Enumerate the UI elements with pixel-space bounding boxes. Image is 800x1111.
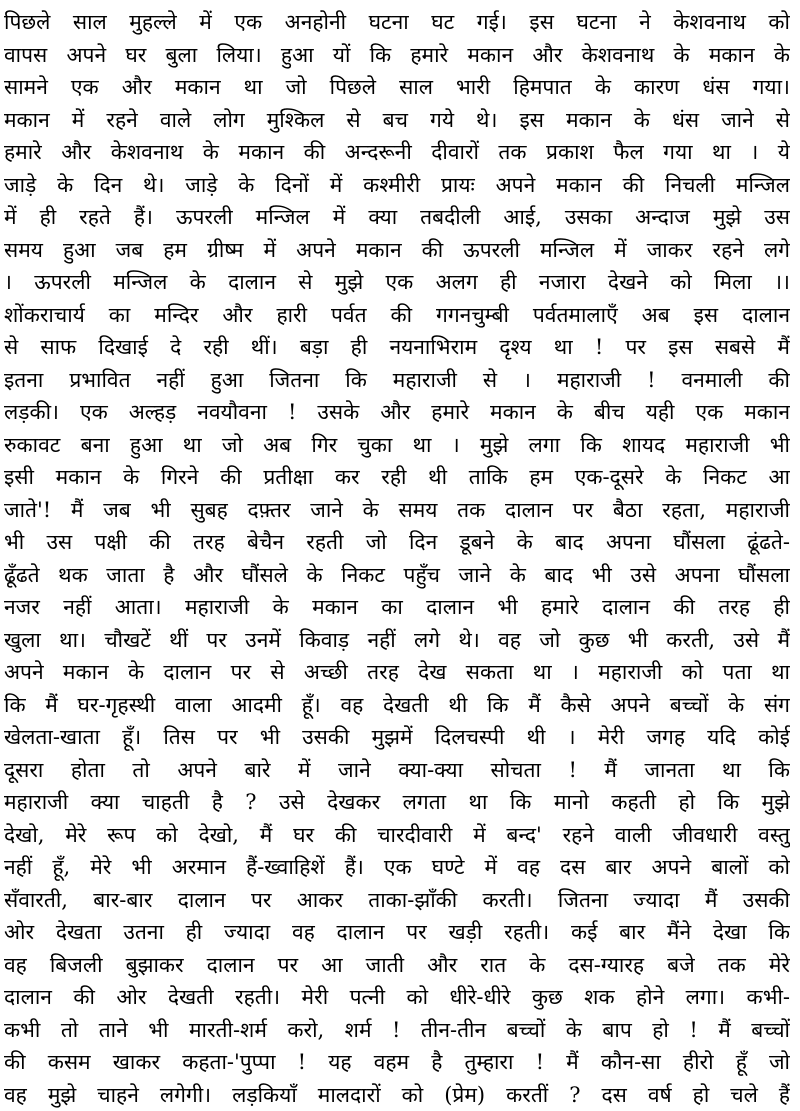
text-line-18: ढूँढते थक जाता है और घौंसले के निकट पहुँच जाने के बाद भी उसे अपना घौंसला: [4, 559, 790, 592]
text-line-5: हमारे और केशवनाथ के मकान की अन्दरूनी दीवारों तक प्रकाश फैल गया था । ये: [4, 136, 790, 169]
text-line-10: शोंकराचार्य का मन्दिर और हारी पर्वत की गगनचुम्बी पर्वतमालाएँ अब इस दालान: [4, 299, 790, 332]
text-line-15: इसी मकान के गिरने की प्रतीक्षा कर रही थी ताकि हम एक-दूसरे के निकट आ: [4, 461, 790, 494]
text-line-8: समय हुआ जब हम ग्रीष्म में अपने मकान की ऊपरली मन्जिल में जाकर रहने लगे: [4, 234, 790, 267]
text-line-4: मकान में रहने वाले लोग मुश्किल से बच गये थे। इस मकान के धंस जाने से: [4, 104, 790, 137]
text-line-33: की कसम खाकर कहता-'पुप्पा ! यह वहम है तुम्हारा ! मैं कौन-सा हीरो हूँ जो: [4, 1046, 790, 1079]
text-line-6: जाड़े के दिन थे। जाड़े के दिनों में कश्मीरी प्रायः अपने मकान की निचली मन्जिल: [4, 169, 790, 202]
text-line-29: ओर देखता उतना ही ज्यादा वह दालान पर खड़ी रहती। कई बार मैंने देखा कि: [4, 916, 790, 949]
text-line-30: वह बिजली बुझाकर दालान पर आ जाती और रात के दस-ग्यारह बजे तक मेरे: [4, 949, 790, 982]
text-line-22: कि मैं घर-गृहस्थी वाला आदमी हूँ। वह देखती थी कि मैं कैसे अपने बच्चों के संग: [4, 689, 790, 722]
text-line-25: महाराजी क्या चाहती है ? उसे देखकर लगता था कि मानो कहती हो कि मुझे: [4, 786, 790, 819]
text-line-16: जाते'! मैं जब भी सुबह दफ़्तर जाने के समय तक दालान पर बैठा रहता, महाराजी: [4, 494, 790, 527]
text-line-13: लड़की। एक अल्हड़ नवयौवना ! उसके और हमारे मकान के बीच यही एक मकान: [4, 396, 790, 429]
text-line-11: से साफ दिखाई दे रही थीं। बड़ा ही नयनाभिराम दृश्य था ! पर इस सबसे मैं: [4, 331, 790, 364]
text-line-7: में ही रहते हैं। ऊपरली मन्जिल में क्या तबदीली आई, उसका अन्दाज मुझे उस: [4, 201, 790, 234]
text-line-3: सामने एक और मकान था जो पिछले साल भारी हिमपात के कारण धंस गया।: [4, 71, 790, 104]
text-line-14: रुकावट बना हुआ था जो अब गिर चुका था । मुझे लगा कि शायद महाराजी भी: [4, 429, 790, 462]
text-line-21: अपने मकान के दालान पर से अच्छी तरह देख सकता था । महाराजी को पता था: [4, 656, 790, 689]
text-line-9: । ऊपरली मन्जिल के दालान से मुझे एक अलग ही नजारा देखने को मिला ।।: [4, 266, 790, 299]
text-line-20: खुला था। चौखटें थीं पर उनमें किवाड़ नहीं लगे थे। वह जो कुछ भी करती, उसे मैं: [4, 624, 790, 657]
text-line-12: इतना प्रभावित नहीं हुआ जितना कि महाराजी से । महाराजी ! वनमाली की: [4, 364, 790, 397]
text-line-34: वह मुझे चाहने लगेगी। लड़कियाँ मालदारों को (प्रेम) करतीं ? दस वर्ष हो चले हैं: [4, 1079, 790, 1111]
text-line-32: कभी तो ताने भी मारती-शर्म करो, शर्म ! तीन-तीन बच्चों के बाप हो ! मैं बच्चों: [4, 1014, 790, 1047]
text-line-27: नहीं हूँ, मेरे भी अरमान हैं-ख्वाहिशें हैं। एक घण्टे में वह दस बार अपने बालों को: [4, 851, 790, 884]
text-line-28: सँवारती, बार-बार दालान पर आकर ताका-झाँकी करती। जितना ज्यादा मैं उसकी: [4, 884, 790, 917]
text-line-24: दूसरा होता तो अपने बारे में जाने क्या-क्या सोचता ! मैं जानता था कि: [4, 754, 790, 787]
text-line-31: दालान की ओर देखती रहती। मेरी पत्नी को धीरे-धीरे कुछ शक होने लगा। कभी-: [4, 981, 790, 1014]
text-line-2: वापस अपने घर बुला लिया। हुआ यों कि हमारे मकान और केशवनाथ के मकान के: [4, 39, 790, 72]
text-line-23: खेलता-खाता हूँ। तिस पर भी उसकी मुझमें दिलचस्पी थी । मेरी जगह यदि कोई: [4, 721, 790, 754]
text-line-17: भी उस पक्षी की तरह बेचैन रहती जो दिन डूबने के बाद अपना घौंसला ढूंढते-: [4, 526, 790, 559]
text-line-26: देखो, मेरे रूप को देखो, मैं घर की चारदीवारी में बन्द' रहने वाली जीवधारी वस्तु: [4, 819, 790, 852]
text-line-1: पिछले साल मुहल्ले में एक अनहोनी घटना घट गई। इस घटना ने केशवनाथ को: [4, 6, 790, 39]
text-line-19: नजर नहीं आता। महाराजी के मकान का दालान भी हमारे दालान की तरह ही: [4, 591, 790, 624]
body-text: [0, 6, 790, 1111]
